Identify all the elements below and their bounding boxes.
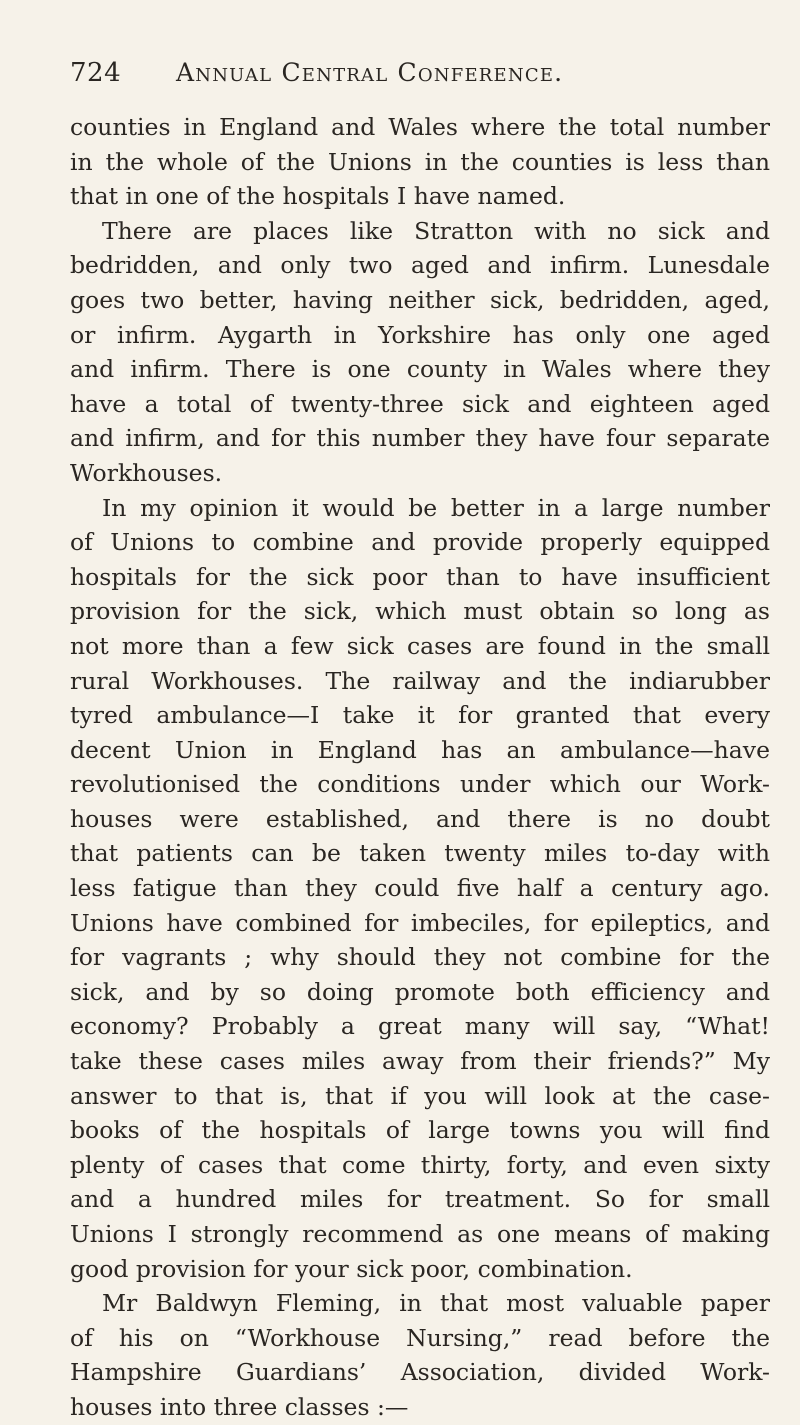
text-line: and infirm. There is one county in Wales where they <box>70 355 770 384</box>
text-line: goes two better, having neither sick, bedridden, aged, <box>70 285 770 314</box>
text-line: houses into three classes :— <box>70 1392 409 1421</box>
text-line: Mr Baldwyn Fleming, in that most valuable paper <box>102 1289 770 1318</box>
text-line: good provision for your sick poor, combination. <box>70 1254 633 1283</box>
text-line: bedridden, and only two aged and infirm. Lunesdale <box>70 251 770 280</box>
text-line: answer to that is, that if you will look at the case- <box>70 1081 770 1110</box>
running-head: Annual Central Conference. <box>176 58 564 87</box>
text-line: hospitals for the sick poor than to have insufficient <box>70 562 770 591</box>
text-line: or infirm. Aygarth in Yorkshire has only one aged <box>70 320 770 349</box>
page-header <box>70 54 760 94</box>
text-line: Unions have combined for imbeciles, for epileptics, and <box>70 908 770 937</box>
text-line: In my opinion it would be better in a large number <box>102 493 770 522</box>
text-line: provision for the sick, which must obtain so long as <box>70 597 770 626</box>
text-line: not more than a few sick cases are found in the small <box>70 631 770 660</box>
text-line: in the whole of the Unions in the counties is less than <box>70 147 770 176</box>
body-text <box>70 110 770 1425</box>
text-line: counties in England and Wales where the total number <box>70 113 770 141</box>
text-line: of his on “Workhouse Nursing,” read before the <box>70 1323 770 1352</box>
text-line: decent Union in England has an ambulance—have <box>70 735 770 764</box>
text-line: houses were established, and there is no doubt <box>70 804 770 833</box>
text-line: for vagrants ; why should they not combine for the <box>70 943 770 972</box>
text-line: sick, and by so doing promote both efficiency and <box>70 977 770 1006</box>
text-line: less fatigue than they could five half a century ago. <box>70 874 770 903</box>
text-line: take these cases miles away from their friends?” My <box>70 1047 770 1076</box>
text-line: Hampshire Guardians’ Association, divided Work- <box>70 1358 770 1387</box>
text-line: rural Workhouses. The railway and the indiarubber <box>70 666 770 695</box>
text-line: of Unions to combine and provide properly equipped <box>70 528 770 557</box>
text-line: Workhouses. <box>70 458 223 487</box>
text-line: and infirm, and for this number they have four separate <box>70 424 770 453</box>
text-line: Unions I strongly recommend as one means of making <box>70 1220 770 1248</box>
text-line: revolutionised the conditions under which our Work- <box>70 770 770 799</box>
text-line: economy? Probably a great many will say, “What! <box>70 1012 770 1041</box>
text-line: plenty of cases that come thirty, forty, and even sixty <box>70 1150 770 1179</box>
page-number: 724 <box>70 58 122 88</box>
text-line: tyred ambulance—I take it for granted that every <box>70 701 770 730</box>
text-line: that in one of the hospitals I have named. <box>70 182 566 211</box>
text-line: There are places like Stratton with no sick and <box>102 216 770 245</box>
text-line: and a hundred miles for treatment. So for small <box>70 1185 770 1214</box>
text-line: have a total of twenty-three sick and eighteen aged <box>70 389 770 418</box>
text-line: books of the hospitals of large towns you will find <box>70 1116 770 1145</box>
text-line: that patients can be taken twenty miles to-day with <box>70 839 770 868</box>
